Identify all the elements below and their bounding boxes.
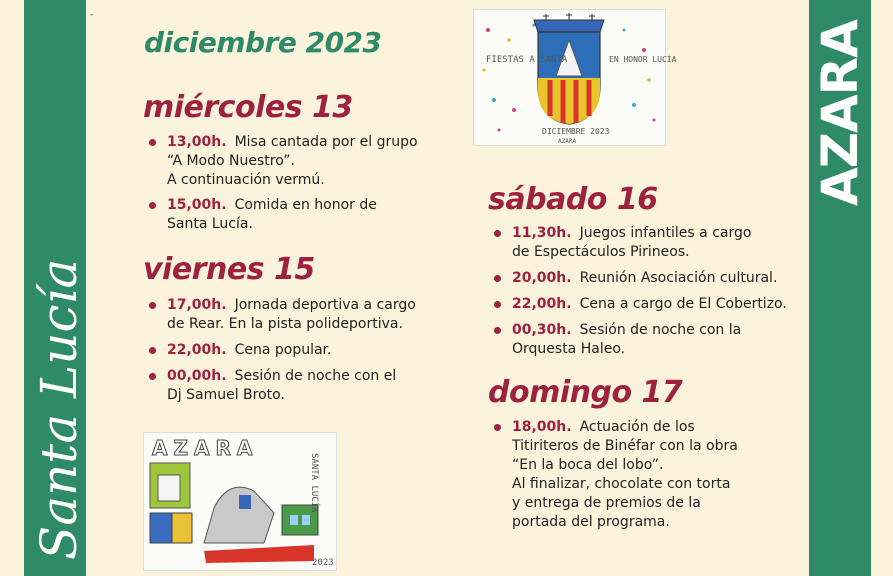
drawing-year: 2023 xyxy=(312,558,334,568)
event-text: Dj Samuel Broto. xyxy=(167,387,285,403)
left-green-band xyxy=(24,0,86,576)
bullet-icon xyxy=(149,139,156,146)
event-text: Sesión de noche con el xyxy=(234,368,397,384)
event-text: Actuación de los xyxy=(579,419,695,435)
event-item xyxy=(512,418,822,532)
village-drawing-svg xyxy=(144,433,336,570)
bullet-icon xyxy=(494,275,501,282)
event-text: Jornada deportiva a cargo xyxy=(234,297,416,313)
drawing-text: DICIEMBRE 2023 xyxy=(542,127,610,136)
event-time: 00,30h. xyxy=(512,322,572,338)
event-text: “A Modo Nuestro”. xyxy=(167,153,295,169)
event-item xyxy=(512,269,822,288)
bullet-icon xyxy=(494,327,501,334)
event-text: Al finalizar, chocolate con torta xyxy=(512,476,731,492)
event-time: 22,00h. xyxy=(167,342,227,358)
event-text: Reunión Asociación cultural. xyxy=(579,270,778,286)
event-item xyxy=(167,296,477,334)
event-item xyxy=(512,321,822,359)
event-text: “En la boca del lobo”. xyxy=(512,457,664,473)
drawing-text: FIESTAS A SANTA xyxy=(486,55,568,65)
event-time: 11,30h. xyxy=(512,225,572,241)
drawing-text: AZARA xyxy=(558,138,577,145)
event-text: Misa cantada por el grupo xyxy=(234,134,418,150)
corner-mark: - xyxy=(90,10,94,20)
month-title: diciembre 2023 xyxy=(144,26,382,59)
santa-lucia-vertical-title: Santa Lucía xyxy=(30,258,88,560)
event-item xyxy=(167,367,477,405)
day-title-domingo: domingo 17 xyxy=(488,375,683,410)
bullet-icon xyxy=(494,230,501,237)
event-time: 13,00h. xyxy=(167,134,227,150)
day-title-miercoles: miércoles 13 xyxy=(143,90,353,125)
event-text: Juegos infantiles a cargo xyxy=(579,225,752,241)
bullet-icon xyxy=(149,302,156,309)
event-text: Titiriteros de Binéfar con la obra xyxy=(512,438,738,454)
event-item xyxy=(512,224,822,262)
event-text: Comida en honor de xyxy=(234,197,377,213)
day-title-viernes: viernes 15 xyxy=(143,252,315,287)
event-text: de Espectáculos Pirineos. xyxy=(512,244,690,260)
event-time: 17,00h. xyxy=(167,297,227,313)
village-drawing xyxy=(143,432,337,571)
event-item xyxy=(167,196,477,234)
event-text: Santa Lucía. xyxy=(167,216,253,232)
event-text: Orquesta Haleo. xyxy=(512,341,626,357)
drawing-side-text: SANTA LUCÍA xyxy=(309,453,319,513)
event-time: 18,00h. xyxy=(512,419,572,435)
bullet-icon xyxy=(149,347,156,354)
drawing-text: EN HONOR LUCÍA xyxy=(609,55,677,64)
event-text: Cena popular. xyxy=(234,342,332,358)
event-text: Sesión de noche con la xyxy=(579,322,742,338)
event-text: y entrega de premios de la xyxy=(512,495,701,511)
bullet-icon xyxy=(149,373,156,380)
day-title-sabado: sábado 16 xyxy=(488,182,658,217)
bullet-icon xyxy=(494,424,501,431)
event-time: 00,00h. xyxy=(167,368,227,384)
event-time: 20,00h. xyxy=(512,270,572,286)
azara-vertical-title: AZARA xyxy=(811,20,869,206)
coat-of-arms-drawing-svg xyxy=(474,10,677,145)
event-item xyxy=(167,133,477,190)
bullet-icon xyxy=(149,202,156,209)
event-text: de Rear. En la pista polideportiva. xyxy=(167,316,403,332)
event-item xyxy=(512,295,822,314)
event-text: Cena a cargo de El Cobertizo. xyxy=(579,296,787,312)
bullet-icon xyxy=(494,301,501,308)
event-time: 22,00h. xyxy=(512,296,572,312)
event-text: A continuación vermú. xyxy=(167,172,325,188)
event-time: 15,00h. xyxy=(167,197,227,213)
event-text: portada del programa. xyxy=(512,514,670,530)
event-item xyxy=(167,341,477,360)
coat-of-arms-drawing xyxy=(473,9,677,146)
drawing-title: AZARA xyxy=(152,436,259,460)
